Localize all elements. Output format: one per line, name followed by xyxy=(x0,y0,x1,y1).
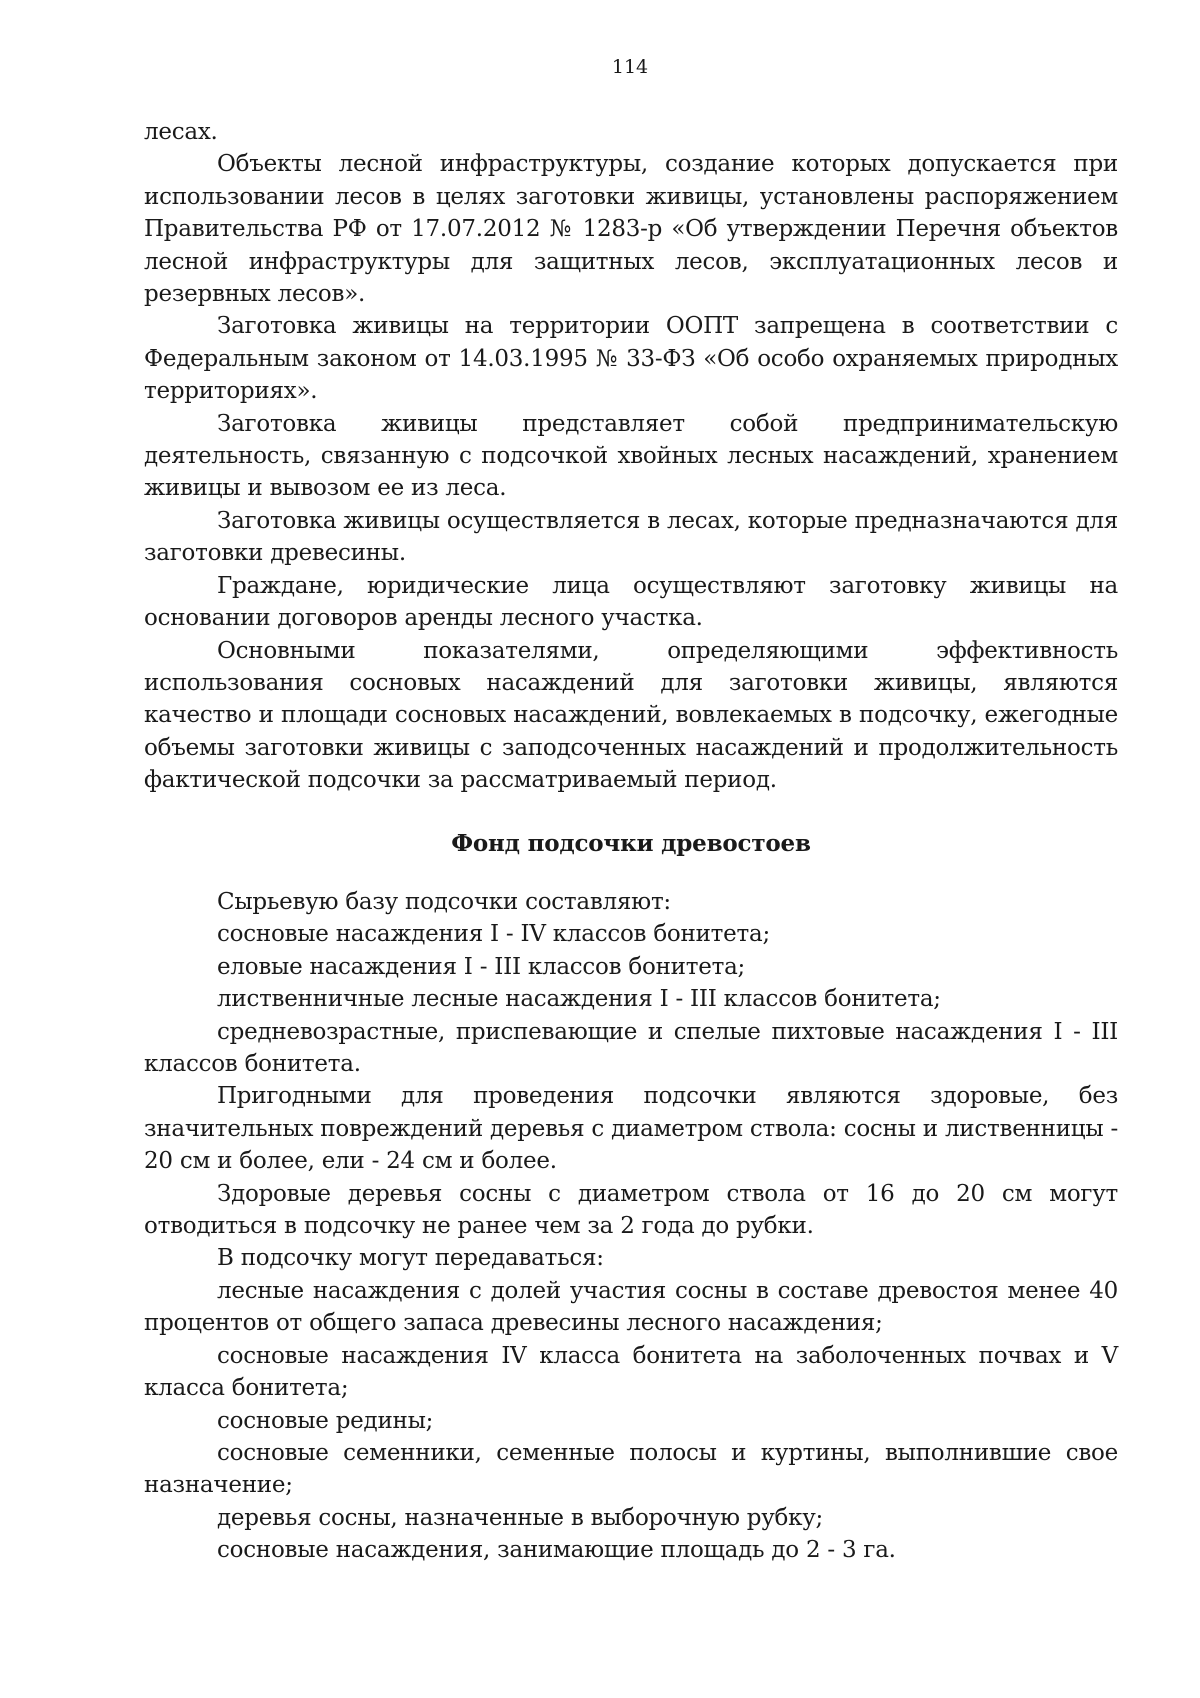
section-text-block xyxy=(144,886,1118,1567)
paragraph: Заготовка живицы на территории ООПТ запрещена в соответствии с Федеральным законом от 14.03.1995 № 33-ФЗ «Об особо охраняемых природных территориях». xyxy=(144,313,1118,405)
paragraph: Здоровые деревья сосны с диаметром ствола от 16 до 20 см могут отводиться в подсочку не ранее чем за 2 года до рубки. xyxy=(144,1180,1118,1240)
list-item: сосновые редины; xyxy=(217,1407,434,1434)
list-item: сосновые насаждения IV класса бонитета на заболоченных почвах и V класса бонитета; xyxy=(144,1342,1118,1402)
list-item: сосновые насаждения I - IV классов бонитета; xyxy=(217,921,770,948)
intro-text-block xyxy=(144,116,1118,797)
paragraph: В подсочку могут передаваться: xyxy=(217,1245,604,1272)
list-item: еловые насаждения I - III классов бонитета; xyxy=(217,953,746,980)
paragraph: Заготовка живицы осуществляется в лесах, которые предназначаются для заготовки древесины. xyxy=(144,507,1118,567)
paragraph: Основными показателями, определяющими эффективность использования сосновых насаждений для заготовки живицы, являются качество и площади сосновых насаждений, вовлекаемых в подсочку, ежегодные объемы заготовки живицы с заподсоченных насаждений и продолжительность фактической подсочки за рассматриваемый период. xyxy=(144,637,1118,794)
paragraph: Объекты лесной инфраструктуры, создание которых допускается при использовании лесов в целях заготовки живицы, установлены распоряжением Правительства РФ от 17.07.2012 № 1283-р «Об утверждении Перечня объектов лесной инфраструктуры для защитных лесов, эксплуатационных лесов и резервных лесов». xyxy=(144,151,1118,308)
paragraph: лесах. xyxy=(144,119,218,145)
list-item: средневозрастные, приспевающие и спелые пихтовые насаждения I - III классов бонитета. xyxy=(144,1018,1118,1078)
page-number: 114 xyxy=(611,56,649,78)
paragraph: Заготовка живицы представляет собой предпринимательскую деятельность, связанную с подсочкой хвойных лесных насаждений, хранением живицы и вывозом ее из леса. xyxy=(144,410,1118,502)
list-item: сосновые семенники, семенные полосы и куртины, выполнившие свое назначение; xyxy=(144,1439,1118,1499)
paragraph: Граждане, юридические лица осуществляют заготовку живицы на основании договоров аренды лесного участка. xyxy=(144,572,1118,632)
list-item: деревья сосны, назначенные в выборочную рубку; xyxy=(217,1504,824,1531)
section-heading: Фонд подсочки древостоев xyxy=(451,830,811,857)
list-item: лиственничные лесные насаждения I - III классов бонитета; xyxy=(217,986,941,1013)
paragraph: Сырьевую базу подсочки составляют: xyxy=(217,889,671,915)
list-item: сосновые насаждения, занимающие площадь до 2 - 3 га. xyxy=(217,1537,896,1564)
paragraph: Пригодными для проведения подсочки являются здоровые, без значительных повреждений деревья с диаметром ствола: сосны и лиственницы - 20 см и более, ели - 24 см и более. xyxy=(144,1083,1118,1175)
list-item: лесные насаждения с долей участия сосны в составе древостоя менее 40 процентов от общего запаса древесины лесного насаждения; xyxy=(144,1277,1118,1337)
